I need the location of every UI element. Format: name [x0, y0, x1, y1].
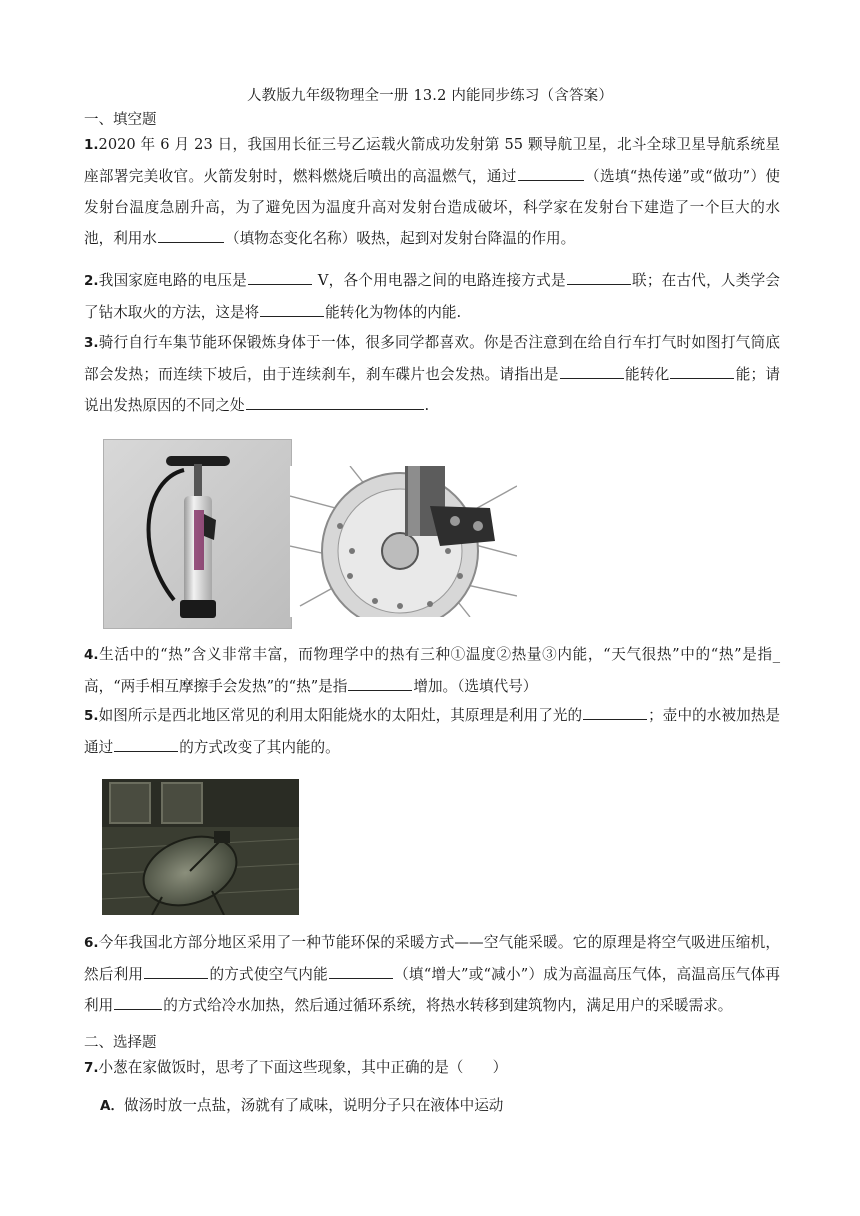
question-text: 的方式改变了其内能的。 — [179, 739, 340, 756]
question-text: （填物态变化名称）吸热，起到对发射台降温的作用。 — [224, 230, 576, 247]
question-7 — [84, 1052, 780, 1084]
answer-blank[interactable] — [583, 703, 647, 720]
option-text: 做汤时放一点盐，汤就有了咸味，说明分子只在液体中运动 — [123, 1097, 504, 1114]
section-heading-fill: 一、填空题 — [84, 112, 157, 128]
question-3 — [84, 327, 780, 421]
question-number: 5. — [84, 708, 99, 724]
question-text: V，各个用电器之间的电路连接方式是 — [312, 272, 566, 289]
question-text: 能；请说出发热原因的不同之处 — [84, 366, 780, 414]
question-2 — [84, 265, 780, 328]
answer-blank[interactable] — [114, 735, 178, 752]
question-number: 2. — [84, 273, 99, 289]
answer-blank[interactable] — [560, 362, 624, 379]
bicycle-pump-image — [103, 439, 292, 629]
question-text: 如图所示是西北地区常见的利用太阳能烧水的太阳灶，其原理是利用了光的 — [98, 707, 583, 724]
question-number: 4. — [84, 647, 99, 663]
question-text: 小葱在家做饭时，思考了下面这些现象，其中正确的是（ ） — [98, 1059, 508, 1076]
question-text: 今年我国北方部分地区采用了一种节能环保的采暖方式——空气能采暖。它的原理是将空气吸进压缩机，然后利用 — [84, 934, 780, 983]
question-number: 1. — [84, 137, 99, 153]
bicycle-pump-icon — [104, 440, 291, 628]
section-heading-choice: 二、选择题 — [84, 1035, 157, 1051]
question-1 — [84, 129, 780, 254]
question-text: 的方式给冷水加热，然后通过循环系统，将热水转移到建筑物内，满足用户的采暖需求。 — [163, 997, 733, 1014]
question-number: 3. — [84, 335, 99, 351]
answer-blank[interactable] — [670, 362, 734, 379]
question-text: 的方式使空气内能 — [209, 966, 328, 983]
question-text: 骑行自行车集节能环保锻炼身体于一体，很多同学都喜欢。你是否注意到在给自行车打气时如图打气筒底部会发热；而连续下坡后，由于连续刹车，刹车碟片也会发热。请指出是 — [84, 334, 780, 383]
option-a[interactable] — [100, 1094, 503, 1115]
disc-brake-icon — [290, 466, 517, 617]
question-text: 生活中的“热”含义非常丰富，而物理学中的热有三种①温度②热量③内能，“天气很热”中的“热”是指_高，“两手相互摩擦手会发热”的“热”是指 — [84, 646, 780, 695]
question-text: 能转化 — [624, 366, 670, 383]
answer-blank[interactable] — [158, 226, 224, 243]
solar-cooker-image — [102, 779, 299, 915]
question-text: 我国家庭电路的电压是 — [98, 272, 247, 289]
answer-blank[interactable] — [348, 674, 412, 691]
question-text: （填“增大”或“减小”）成为高温高压气体，高温高压气体再利用 — [84, 966, 780, 1014]
question-number: 7. — [84, 1060, 99, 1076]
question-text: . — [424, 397, 430, 414]
question-text: 增加。（选填代号） — [413, 678, 538, 695]
question-text: （选填“热传递”或“做功”）使发射台温度急剧升高，为了避免因为温度升高对发射台造成破坏，科学家在发射台下建造了一个巨大的水池，利用水 — [84, 168, 780, 247]
answer-blank[interactable] — [567, 268, 631, 285]
answer-blank[interactable] — [114, 993, 162, 1010]
answer-blank[interactable] — [518, 164, 584, 181]
question-text: 联；在古代，人类学会了钻木取火的方法，这是将 — [84, 272, 780, 321]
option-label: A． — [100, 1098, 124, 1114]
answer-blank[interactable] — [246, 393, 424, 410]
answer-blank[interactable] — [144, 962, 208, 979]
question-6 — [84, 927, 780, 1021]
question-number: 6. — [84, 935, 99, 951]
answer-blank[interactable] — [329, 962, 393, 979]
question-4 — [84, 639, 780, 702]
answer-blank[interactable] — [248, 268, 312, 285]
question-text: ；壶中的水被加热是通过 — [84, 707, 780, 756]
solar-cooker-icon — [102, 779, 299, 915]
question-5 — [84, 700, 780, 763]
page-title: 人教版九年级物理全一册 13.2 内能同步练习（含答案） — [246, 88, 614, 104]
question-text: 能转化为物体的内能. — [325, 304, 462, 321]
question-text: 2020 年 6 月 23 日，我国用长征三号乙运载火箭成功发射第 55 颗导航卫星，北斗全球卫星导航系统星座部署完美收官。火箭发射时，燃料燃烧后喷出的高温燃气，通过 — [84, 136, 780, 185]
answer-blank[interactable] — [260, 300, 324, 317]
disc-brake-image — [290, 466, 517, 617]
